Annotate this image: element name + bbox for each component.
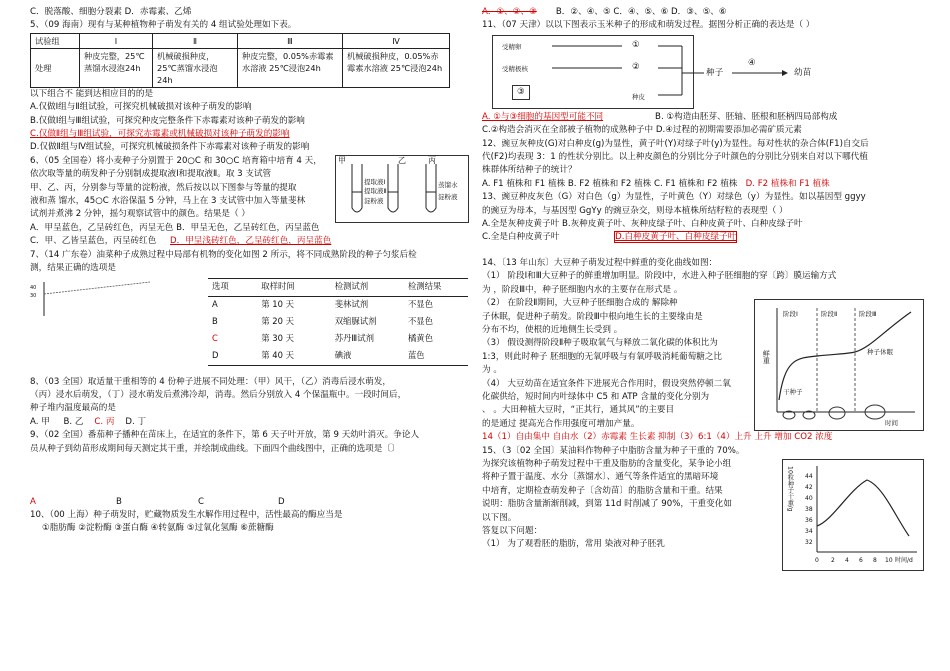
tube-label-ext1: 提取液Ⅰ: [364, 177, 386, 186]
q15-x-label: 时间/d: [895, 556, 913, 564]
q5-table-header: Ⅰ: [80, 33, 153, 48]
q10-options: ①脂肪酶 ②淀粉酶 ③蛋白酶 ④转氨酶 ⑤过氧化氢酶 ⑥蔗糖酶: [42, 523, 274, 534]
q7-cell: 第 10 天: [261, 299, 294, 310]
q11-label-polar: 受精极核: [502, 64, 528, 73]
q11-label-seed: 种子: [706, 67, 724, 78]
q15-x-tick: 6: [859, 556, 863, 564]
q11-options-ab: [482, 111, 922, 124]
q14-line: 分布不均，使根的近地侧生长受到 。: [482, 324, 623, 335]
q15-y-tick: 34: [805, 527, 813, 535]
q11-option-a-answer: A. ①与③细胞的基因型可能不同: [482, 111, 604, 122]
q6-options-ab: A．甲呈蓝色，乙呈砖红色，丙呈无色 B．甲呈无色，乙呈砖红色，丙呈蓝色: [30, 222, 320, 233]
q14-answer: 14（1）自由集中 自由水（2）赤霉素 生长素 抑制（3）6:1（4）上升 上升 增加 CO2 浓度: [482, 432, 833, 443]
q6-option-c: [30, 235, 468, 248]
q15-y-tick: 38: [805, 505, 813, 513]
q6-tube-figure: [335, 155, 469, 223]
q11-num-1: ①: [632, 39, 640, 50]
q14-line: （2） 在阶段Ⅱ期间，大豆种子胚细胞合成的 解除种: [482, 298, 678, 309]
q7-cell: D: [212, 350, 219, 361]
q14-line: 的是通过 提高光合作用强度可增加产量。: [482, 418, 640, 429]
q15-line: （1） 为了观看胚的脂肪，常用 染液对种子胚乳: [482, 539, 665, 550]
q13-options-ab: A.全是灰种皮黄子叶 B.灰种皮黄子叶、灰种皮绿子叶、白种皮黄子叶、白种皮绿子叶: [482, 219, 803, 230]
q13-option-d-answer: D.白种皮黄子叶、白种皮绿子叶: [615, 232, 737, 243]
q15-x-tick: 0: [815, 556, 819, 564]
q14-figure: [754, 299, 924, 431]
q14-line: 子休眠，促进种子萌发。阶段Ⅲ中根向地生长的主要缘由是: [482, 311, 703, 322]
q5-option-c-answer: C.仅做Ⅱ组与Ⅲ组试验，可探究赤霉素或机械破损对该种子萌发的影响: [30, 129, 290, 140]
q5-table-header: 试验组: [31, 33, 80, 48]
q15-line: 将种子置于温度、水分〔蒸馏水〕、通气等条件适宜的黑暗环境: [482, 472, 719, 483]
q11-label-coat: 种皮: [632, 92, 645, 101]
q15-line: 以下图。: [482, 512, 517, 523]
q15-x-tick: 4: [845, 556, 849, 564]
tube-label-jia: 甲: [338, 155, 346, 165]
q12-options-abc: A. F1 植株和 F1 植株 B. F2 植株和 F2 植株 C. F1 植株和 F2 植株: [482, 178, 738, 189]
q7-cell: 不显色: [407, 316, 434, 327]
q11-num-2: ②: [632, 61, 640, 72]
q7-y-tick: 40: [30, 284, 37, 291]
q10-option-a-answer: A．①、②、③: [482, 7, 537, 17]
q7-th: 检测试剂: [334, 281, 369, 292]
q7-th: 选项: [212, 281, 229, 292]
q5-title: 5、（09 海南）现有与某种植物种子萌发有关的 4 组试验处理如下表。: [30, 20, 297, 31]
tube-label-yi: 乙: [398, 155, 406, 165]
q15-x-tick: 10: [885, 556, 893, 564]
q5-table-header: Ⅳ: [343, 33, 450, 48]
q7-cell: 橘黄色: [407, 333, 434, 344]
q13-line: 13、豌豆种皮灰色（G）对白色（g）为显性，子叶黄色（Y）对绿色（y）为显性。如以基因型 ggyy: [482, 192, 866, 203]
q12-line: 12、豌豆灰种皮(G)对白种皮(g)为显性，黄子叶(Y)对绿子叶(y)为显性。每对性状的杂合体(F1)自交后: [482, 138, 869, 149]
q15-y-tick: 44: [805, 472, 813, 480]
q11-label-zygote: 受精卵: [502, 42, 522, 51]
q6-line: 6、（05 全国卷）将小麦种子分别置于 20○C 和 30○C 培育箱中培育 4 天，: [30, 155, 322, 166]
q5-option-a: A.仅做Ⅰ组与Ⅱ组试验，可探究机械破损对该种子萌发的影响: [30, 102, 252, 113]
q15-y-label: 10粒种子干重/g: [786, 465, 794, 512]
q12-line: 株群体所结种子的统计？: [482, 165, 577, 176]
q15-line: 15、（3〔02 全国〕某油料作物种子中脂肪含量为种子干重的 70%。: [482, 445, 745, 456]
q11-label-seedling: 幼苗: [794, 67, 812, 78]
tube-label-starch: 淀粉液: [364, 196, 384, 205]
q7-cell: 蓝色: [407, 350, 425, 361]
q9-letter-b: B: [116, 496, 122, 507]
q5-table-cell: 机械破损种皮，25℃蒸馏水浸泡24h: [153, 48, 238, 87]
q11-options-cd: C.②构造会消灭在全部被子植物的成熟种子中 D.④过程的初期需要添加必需矿质元素: [482, 125, 802, 136]
q8-option-b: B. 乙: [63, 416, 84, 427]
tube-label-starch2: 淀粉液: [438, 192, 458, 201]
q7-cell: 双缩脲试剂: [334, 316, 377, 327]
q8-option-a: A. 甲: [30, 416, 50, 427]
q5-table-header: Ⅱ: [153, 33, 238, 48]
q11-option-b: B. ①构造由胚芽、胚轴、胚根和胚柄四局部构成: [655, 111, 838, 122]
q10-answer-row: [482, 6, 922, 19]
q15-line: 答复以下问题：: [482, 526, 543, 536]
q8-line: 种子堆内温度最高的是: [30, 403, 116, 414]
q7-y-tick: 30: [30, 292, 37, 299]
q7-cell: B: [212, 316, 218, 327]
q14-line: （1） 阶段Ⅰ和Ⅲ大豆种子的鲜重增加明显。阶段Ⅰ中，水进入种子胚细胞的穿〔跨〕膜运输方式: [482, 271, 837, 282]
q7-cell: 不显色: [407, 299, 434, 310]
q9-line: 9、（02 全国）番茄种子播种在苗床上，在适宜的条件下，第 6 天子叶开放，第 9 天幼叶消灭。争论人: [30, 430, 420, 441]
tube-label-bing: 丙: [428, 155, 436, 165]
q7-cell: 碘液: [334, 350, 352, 361]
q5-table-header: Ⅲ: [238, 33, 343, 48]
q15-y-tick: 40: [805, 494, 813, 502]
q7-cell: 第 20 天: [261, 316, 294, 327]
q14-x-label: 时间: [885, 418, 898, 427]
q14-fresh-weight-curve: [755, 300, 923, 430]
q5-table-cell: 机械破损种皮，0.05%赤霉素水溶液 25℃浸泡24h: [343, 48, 450, 87]
q6-line: 液和蒸 馏水，45○C 水浴保温 5 分钟，马上在 3 支试管中加入等量斐林: [30, 196, 306, 207]
q15-y-tick: 36: [805, 516, 813, 524]
q12-option-d-answer: D. F2 植株和 F1 植株: [745, 178, 830, 189]
q8-line: （丙）浸水后萌发，（丁）浸水萌发后煮沸冷却，消毒。然后分别放入 4 个保温瓶中。一段时间后，: [30, 389, 407, 400]
q9-graphs-area: [30, 456, 468, 496]
q9-letter-a-answer: A: [30, 496, 36, 507]
q14-stage-2: 阶段Ⅱ: [821, 309, 838, 318]
q7-th: 取样时间: [261, 281, 295, 292]
right-column: [482, 6, 922, 564]
q15-figure: [782, 459, 924, 571]
q5-table-row-label: 处理: [31, 48, 80, 87]
q11-title: 11、（07 天津）以以下图表示玉米种子的形成和萌发过程。据图分析正确的表达是（ ）: [482, 20, 815, 31]
q14-line: （3） 假设测得阶段Ⅱ种子吸取氧气与释放二氧化碳的体积比为: [482, 338, 718, 349]
q8-option-c-answer: C. 丙: [94, 416, 115, 427]
q10-options-bcd: B．②、④、⑤ C．④、⑤、⑥ D．③、⑤、⑥: [555, 7, 727, 17]
q9-letters: [30, 496, 468, 509]
q15-x-tick: 8: [873, 556, 877, 564]
tube-label-water: 蒸馏水: [438, 180, 458, 189]
q6-line: 试剂并煮沸 2 分钟，摇匀观察试管中的颜色。结果是（ ）: [30, 209, 250, 220]
q7-cell-answer: C: [212, 333, 218, 344]
q5-ask: 以下组合不 能到达相应目的的是: [30, 88, 154, 99]
q14-stage-3: 阶段Ⅲ: [859, 309, 877, 318]
q9-letter-c: C: [198, 496, 205, 507]
q6-option-d-answer: D．甲呈浅砖红色，乙呈砖红色，丙呈蓝色: [170, 236, 332, 247]
q5-option-b: B.仅做Ⅰ组与Ⅲ组试验，可探究种皮完整条件下赤霉素对该种子萌发的影响: [30, 115, 305, 126]
q7-cell: 苏丹Ⅲ试剂: [334, 333, 374, 344]
q6-line: 甲、乙、丙，分别参与等量的淀粉液，然后按以以下图参与等量的提取: [30, 182, 297, 193]
q15-line: 为探究该植物种子萌发过程中干重及脂肪的含量变化，某争论小组: [482, 458, 732, 469]
q5-option-d: D.仅做Ⅱ组与Ⅳ组试验，可探究机械破损条件下赤霉素对该种子萌发的影响: [30, 142, 310, 153]
q9-line: 员从种子到幼苗形成期间每天测定其干重，并绘制成曲线。下面四个曲线图中，正确的选项是〔〕: [30, 443, 400, 454]
q15-y-tick: 42: [805, 483, 813, 491]
q5-table-cell: 种皮完整，0.05%赤霉素水溶液 25℃浸泡24h: [238, 48, 343, 87]
q15-y-tick: 32: [805, 538, 813, 546]
q12-options: [482, 178, 922, 191]
q14-line: 化碳供给，短时间内叶绿体中 C5 和 ATP 含量的变化分别为: [482, 391, 710, 402]
q15-line: 中培育，定期检查萌发种子〔含幼苗〕的脂肪含量和干重。结果: [482, 485, 723, 496]
q8-line: 8、（03 全国）取适量干重相等的 4 份种子进展不同处理：（甲）风干，（乙）消毒后浸水萌发，: [30, 376, 391, 387]
q7-cell: 第 30 天: [261, 333, 294, 344]
q14-line: 为 ，阶段Ⅲ中，种子胚细胞内水的主要存在形式是 。: [482, 284, 683, 295]
q7-line: 7、（14 广东卷）油菜种子成熟过程中局部有机物的变化如图 2 所示，将不同成熟阶段的种子匀浆后检: [30, 249, 417, 260]
q13-line: 的豌豆为母本，与基因型 GgYy 的豌豆杂交，则母本植株所结籽粒的表现型（ ）: [482, 205, 788, 216]
q14-y-label: 鲜重: [762, 349, 771, 364]
q7-th: 检测结果: [407, 281, 442, 292]
q7-cell: A: [212, 299, 218, 310]
q14-dry-seed-label: 干种子: [783, 387, 803, 396]
left-column: [30, 6, 468, 536]
q11-num-4: ④: [748, 57, 756, 68]
q7-line: 测，结果正确的选项是: [30, 263, 116, 274]
q7-cell: 斐林试剂: [334, 299, 369, 310]
q5-table: [30, 33, 450, 88]
q13-options-cd: [482, 231, 922, 244]
q6-line: 依次取等量的萌发种子分别制成提取液Ⅰ和提取液Ⅱ。取 3 支试管: [30, 169, 272, 180]
q8-options: [30, 416, 468, 429]
q14-line: 14、〔13 年山东〕大豆种子萌发过程中鲜重的变化曲线如图：: [482, 257, 718, 268]
q7-table: [208, 278, 468, 366]
q10-title: 10、（00 上海）种子萌发时，贮藏物质发生水解作用过程中，活性最高的酶应当是: [30, 509, 343, 520]
q11-figure: [482, 33, 922, 111]
q15-line: 说明：脂肪含量渐渐削减，到第 11d 时削减了 90%，干重变化如: [482, 499, 732, 510]
q7-partial-graph: [30, 278, 190, 318]
tube-label-ext2: 提取液Ⅱ: [364, 186, 387, 195]
q4-options-cd: C．脱落酸、细胞分裂素 D．赤霉素、乙烯: [30, 7, 192, 17]
q6-option-c-text: C．甲、乙皆呈蓝色，丙呈砖红色: [30, 236, 157, 247]
q14-line: 1:3，则此时种子 胚细胞的无氧呼吸与有氧呼吸消耗葡萄糖之比: [482, 351, 723, 362]
q11-arrows: [482, 33, 922, 111]
q7-cell: 第 40 天: [261, 350, 294, 361]
q14-line: （4） 大豆幼苗在适宜条件下进展光合作用时，假设突然停顿二氧: [482, 378, 731, 389]
q12-line: 代(F2)均表现 3：1 的性状分别比。以上种皮颜色的分别比分子叶颜色的分别比分别来自对以下哪代植: [482, 152, 868, 163]
q13-option-c: C.全是白种皮黄子叶: [482, 232, 560, 243]
q8-option-d: D. 丁: [125, 416, 147, 427]
q5-table-cell: 种皮完整，25℃蒸馏水浸泡24h: [80, 48, 153, 87]
q14-dormant-label: 种子休眠: [867, 347, 893, 356]
q9-letter-d: D: [278, 496, 285, 507]
q14-line: 为 。: [482, 365, 502, 376]
q15-x-tick: 2: [831, 556, 835, 564]
q14-stage-1: 阶段Ⅰ: [783, 309, 798, 318]
q14-line: 、 。大田种植大豆时，“正其行，通其风”的主要目: [482, 405, 675, 416]
q11-num-3: ③: [512, 85, 530, 100]
